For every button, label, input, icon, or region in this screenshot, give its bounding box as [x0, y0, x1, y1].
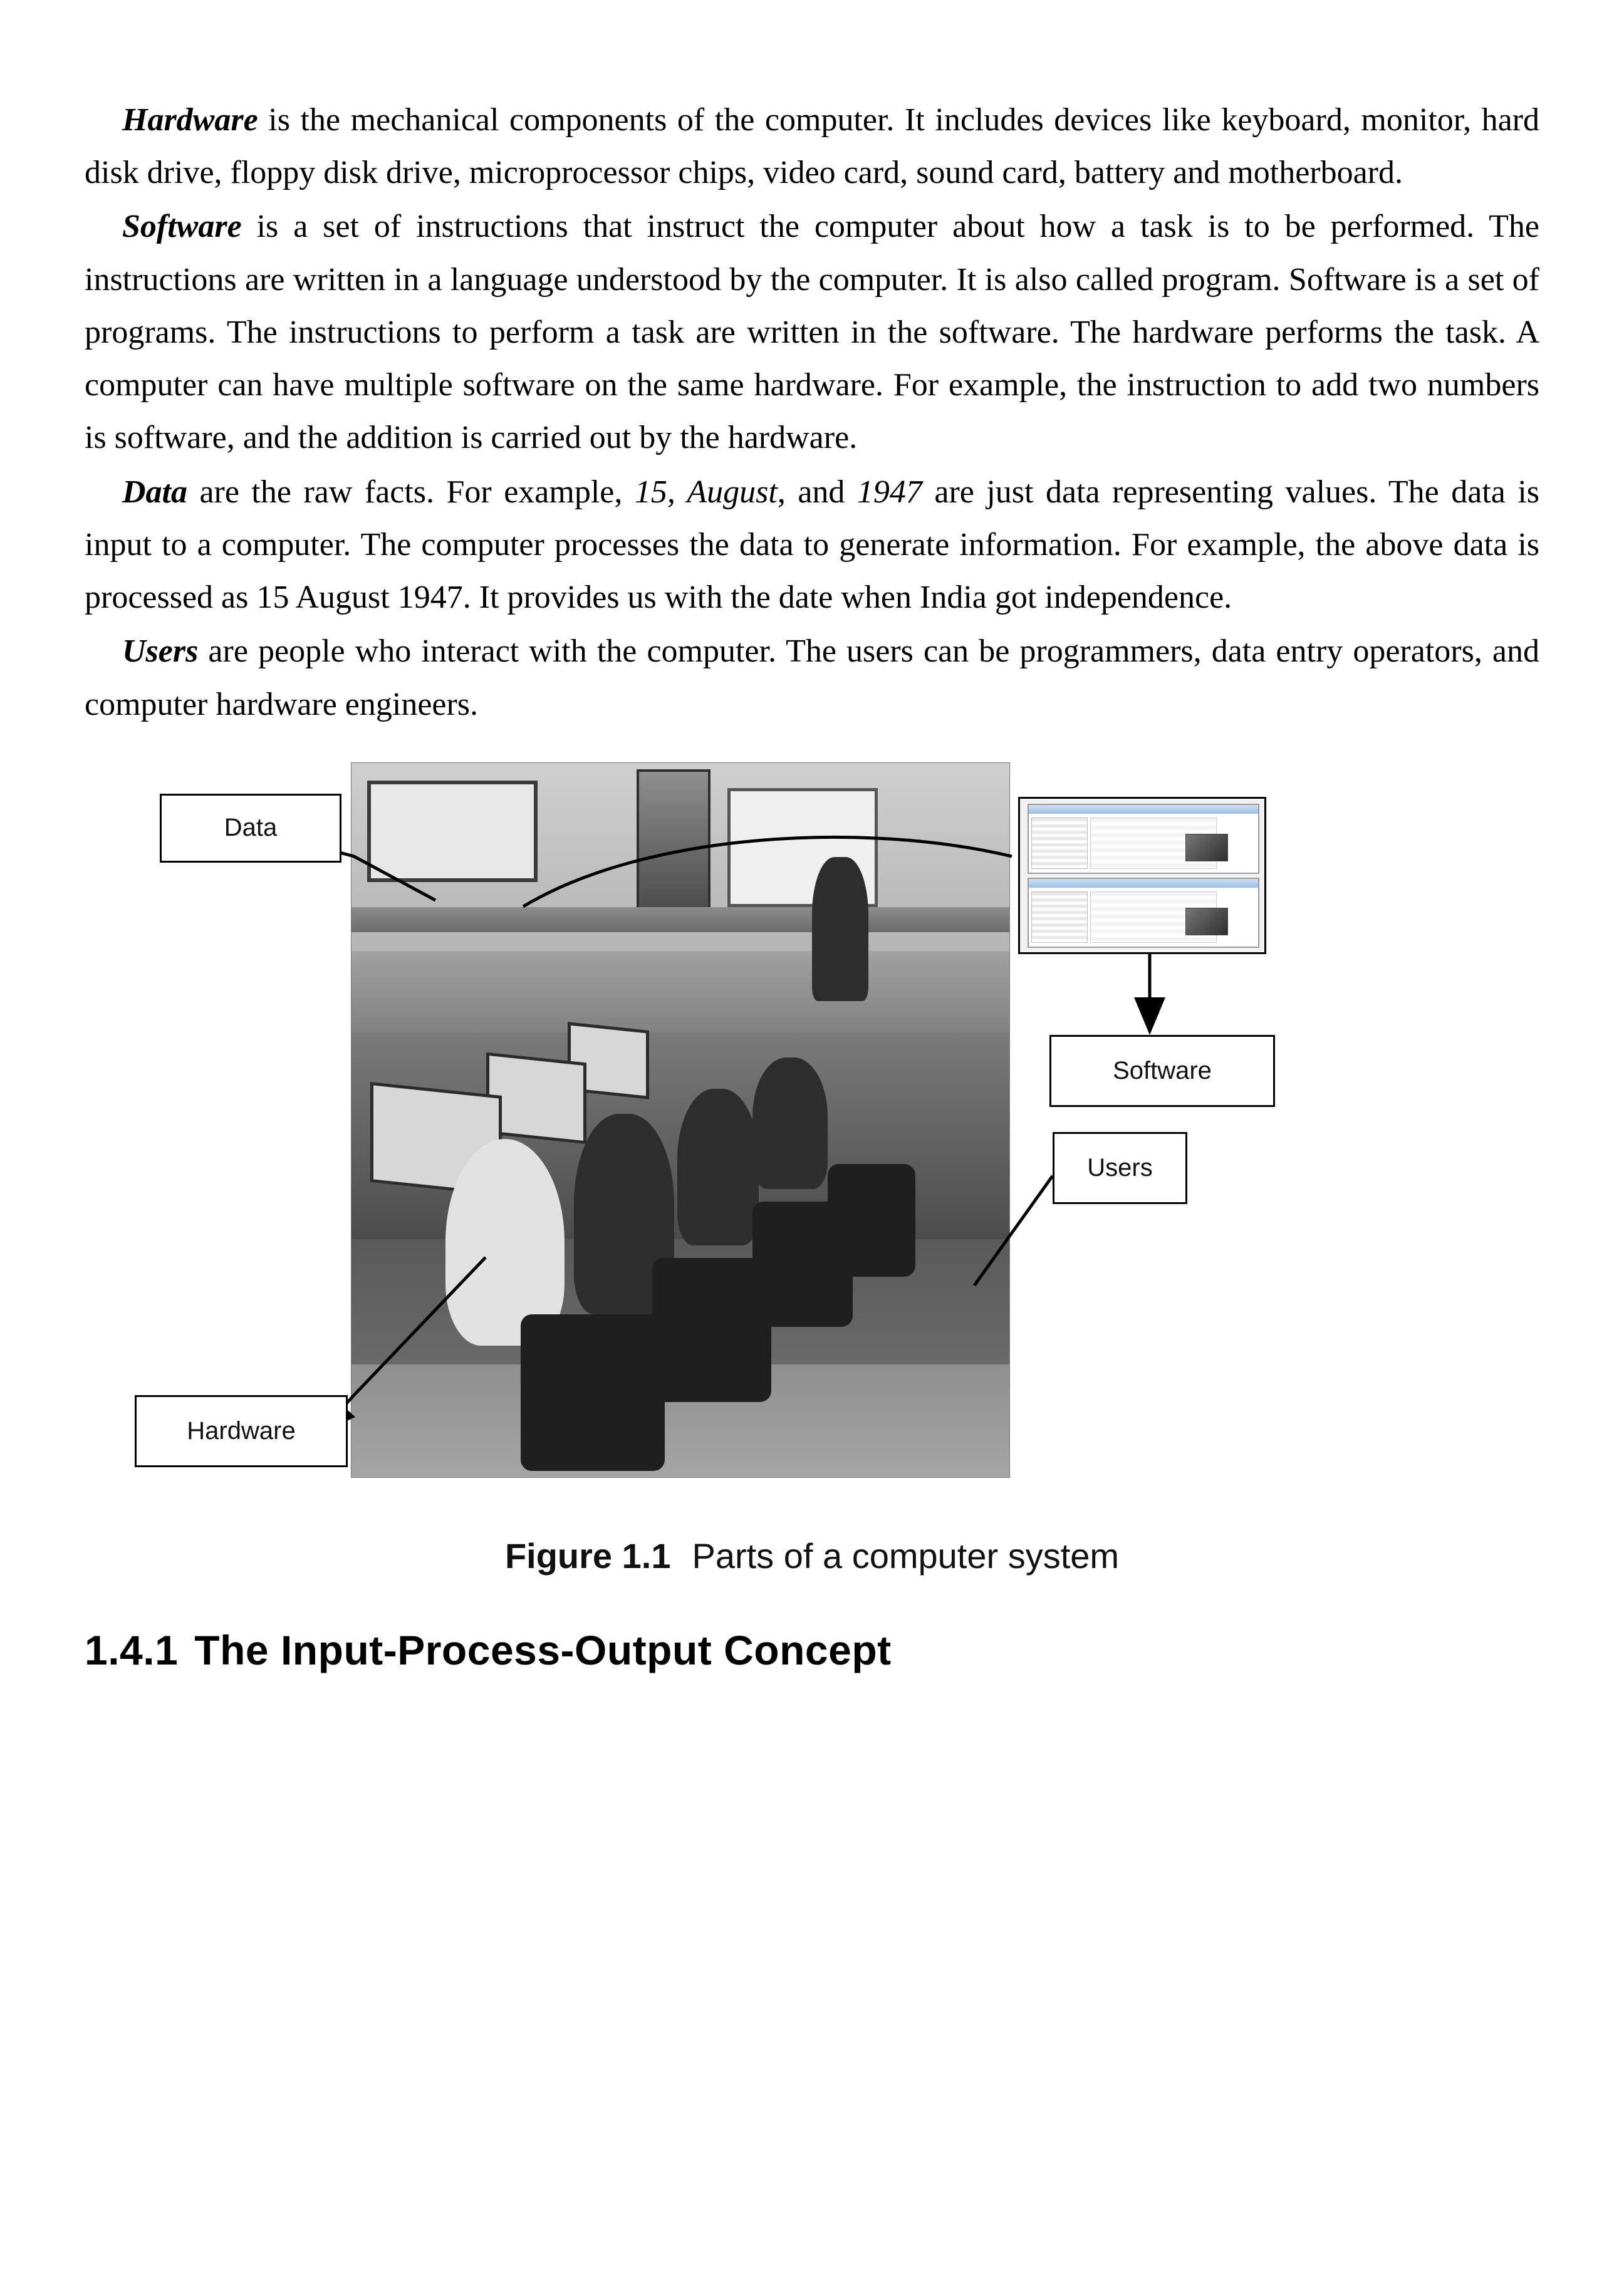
- section-title: The Input-Process-Output Concept: [194, 1626, 892, 1673]
- figure-caption-text: Parts of a computer system: [692, 1535, 1120, 1576]
- paragraph-software-text: is a set of instructions that instruct the computer about how a task is to be performed. The instructions are written in a language understood by the computer. It is also called program. Software is a set of programs. The instructions to perform a task are written in the software. The hardware performs the task. A computer can have multiple software on the same hardware. For example, the instruction to add two numbers is software, and the addition is carried out by the hardware.: [85, 209, 1539, 456]
- paragraph-data-text-middle: , and: [777, 474, 857, 510]
- thumbnail-window: [1028, 804, 1259, 874]
- callout-data: [160, 794, 341, 863]
- photo-door: [637, 769, 710, 918]
- thumbnail-image: [1185, 834, 1228, 861]
- photo-chair: [521, 1314, 665, 1471]
- photo-projection-screen: [367, 781, 538, 882]
- paragraph-hardware: [85, 94, 1539, 199]
- paragraph-hardware-text: is the mechanical components of the computer. It includes devices like keyboard, monitor, hard disk drive, floppy disk drive, microprocessor chips, video card, sound card, battery and motherboard.: [85, 102, 1539, 191]
- paragraph-data-italic-1: 15, August: [634, 474, 778, 510]
- term-hardware: Hardware: [122, 102, 258, 138]
- photo-partition: [351, 907, 1009, 932]
- paragraph-data-text-after: are just data representing values. The data is input to a computer. The computer processes the data to generate information. For example, the above data is processed as 15 August 1947. It provides us with the date when India got independence.: [85, 474, 1540, 616]
- thumbnail-titlebar: [1029, 879, 1258, 888]
- term-users: Users: [122, 633, 199, 670]
- callout-hardware-label: Hardware: [187, 1416, 296, 1445]
- thumbnail-sidebar: [1031, 891, 1088, 943]
- photo-chair: [652, 1258, 771, 1402]
- callout-users-label: Users: [1087, 1153, 1153, 1182]
- thumbnail-titlebar: [1029, 805, 1258, 814]
- paragraph-data-text-before: are the raw facts. For example,: [187, 474, 635, 510]
- callout-hardware: [135, 1395, 348, 1467]
- callout-data-label: Data: [224, 814, 278, 842]
- paragraph-users: [85, 625, 1539, 730]
- term-software: Software: [122, 209, 242, 245]
- photo-person: [677, 1089, 759, 1245]
- thumbnail-image: [1185, 908, 1228, 935]
- section-number: 1.4.1: [85, 1626, 179, 1673]
- paragraph-software: [85, 200, 1539, 464]
- figure-1-1: [85, 762, 1539, 1514]
- callout-software-label: Software: [1113, 1056, 1212, 1084]
- paragraph-data: [85, 466, 1539, 625]
- section-heading: [85, 1626, 1539, 1674]
- thumbnail-window: [1028, 878, 1259, 948]
- photo-person: [752, 1057, 828, 1189]
- figure-photograph: [351, 762, 1010, 1478]
- photo-person: [812, 857, 868, 1001]
- software-screenshot-thumbnail: [1018, 797, 1266, 954]
- callout-software: [1049, 1035, 1275, 1107]
- figure-number: Figure 1.1: [504, 1535, 671, 1576]
- thumbnail-sidebar: [1031, 818, 1088, 869]
- figure-caption: [85, 1535, 1539, 1576]
- paragraph-data-italic-2: 1947: [856, 474, 922, 510]
- callout-users: [1053, 1132, 1187, 1204]
- term-data: Data: [122, 474, 187, 510]
- paragraph-users-text: are people who interact with the computer. The users can be programmers, data entry operators, and computer hardware engineers.: [85, 633, 1539, 722]
